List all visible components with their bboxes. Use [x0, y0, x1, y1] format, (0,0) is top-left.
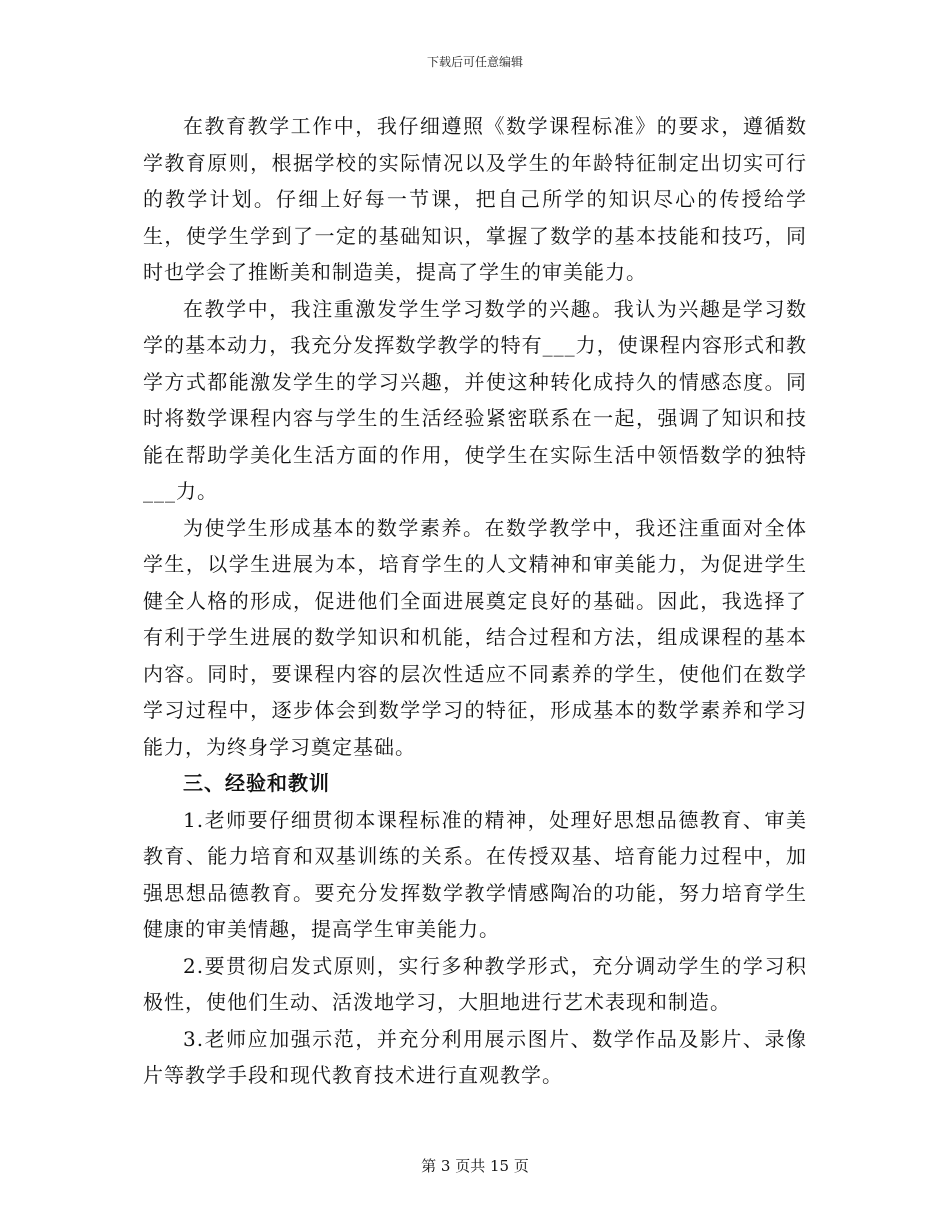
- body-paragraph: 在教育教学工作中，我仔细遵照《数学课程标准》的要求，遵循数学教育原则，根据学校的实际情况以及学生的年龄特征制定出切实可行的教学计划。仔细上好每一节课，把自己所学的知识尽心的传授给学生，使学生学到了一定的基础知识，掌握了数学的基本技能和技巧，同时也学会了推断美和制造美，提高了学生的审美能力。: [143, 114, 807, 284]
- list-item: 1.老师要仔细贯彻本课程标准的精神，处理好思想品德教育、审美教育、能力培育和双基训练的关系。在传授双基、培育能力过程中，加强思想品德教育。要充分发挥数学教学情感陶冶的功能，努力培育学生健康的审美情趣，提高学生审美能力。: [143, 807, 807, 941]
- document-body: [143, 108, 807, 1094]
- list-item: 2.要贯彻启发式原则，实行多种教学形式，充分调动学生的学习积极性，使他们生动、活泼地学习，大胆地进行艺术表现和制造。: [143, 953, 807, 1014]
- list-item: 3.老师应加强示范，并充分利用展示图片、数学作品及影片、录像片等教学手段和现代教育技术进行直观教学。: [143, 1026, 807, 1087]
- body-paragraph: 在教学中，我注重激发学生学习数学的兴趣。我认为兴趣是学习数学的基本动力，我充分发挥数学教学的特有___力，使课程内容形式和教学方式都能激发学生的学习兴趣，并使这种转化成持久的情感态度。同时将数学课程内容与学生的生活经验紧密联系在一起，强调了知识和技能在帮助学美化生活方面的作用，使学生在实际生活中领悟数学的独特___力。: [143, 296, 807, 503]
- page-header: 下载后可任意编辑: [426, 55, 523, 69]
- section-heading: 三、经验和教训: [183, 771, 330, 795]
- page-number: 第 3 页共 15 页: [421, 1157, 529, 1175]
- body-paragraph: 为使学生形成基本的数学素养。在数学教学中，我还注重面对全体学生，以学生进展为本，培育学生的人文精神和审美能力，为促进学生健全人格的形成，促进他们全面进展奠定良好的基础。因此，我选择了有利于学生进展的数学知识和机能，结合过程和方法，组成课程的基本内容。同时，要课程内容的层次性适应不同素养的学生，使他们在数学学习过程中，逐步体会到数学学习的特征，形成基本的数学素养和学习能力，为终身学习奠定基础。: [143, 515, 807, 759]
